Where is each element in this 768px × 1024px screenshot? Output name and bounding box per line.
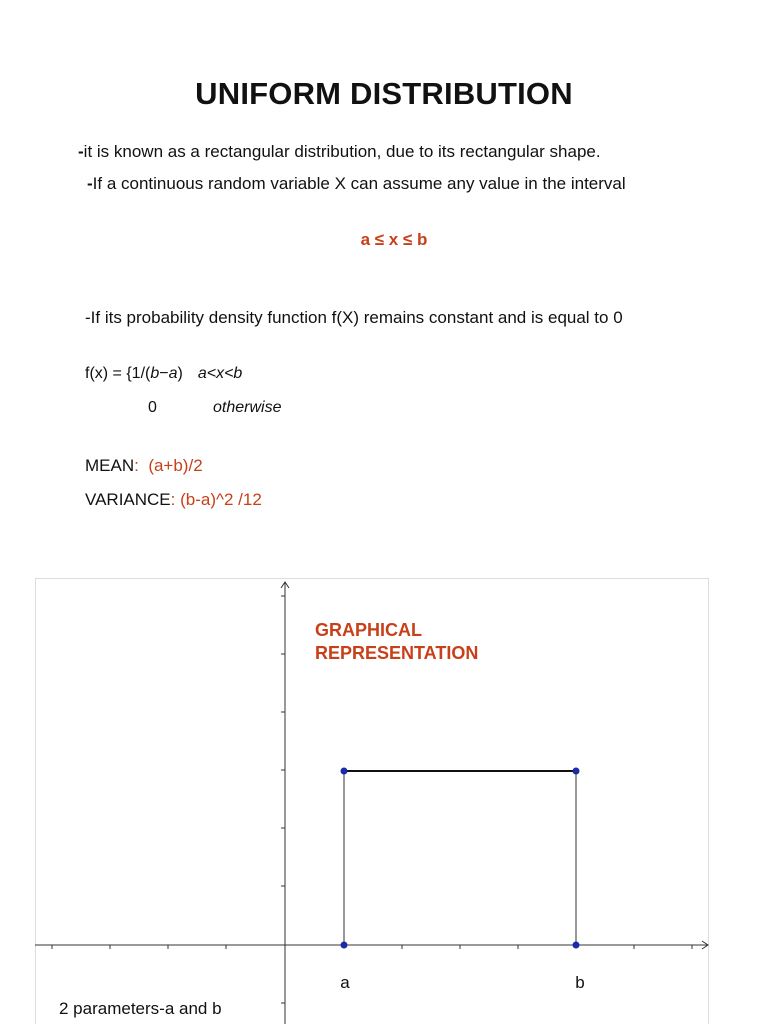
pdf-zero: 0 xyxy=(148,399,157,416)
point-a-axis xyxy=(341,942,348,949)
graph-heading-line1: GRAPHICAL xyxy=(315,620,422,640)
variance-line xyxy=(85,490,262,510)
paragraph-pdf: -If its probability density function f(X) remains constant and is equal to 0 xyxy=(85,308,623,327)
x-label-b: b xyxy=(575,973,585,992)
uniform-distribution-graph xyxy=(35,578,710,1024)
mean-label: MEAN xyxy=(85,456,135,475)
paragraph-continuous xyxy=(87,174,626,194)
pdf-b: b xyxy=(150,365,160,382)
paragraph-rectangular-text: it is known as a rectangular distribution, due to its rectangular shape. xyxy=(83,142,601,161)
x-label-a: a xyxy=(340,973,350,992)
x-axis-ticks xyxy=(52,945,692,949)
variance-value: : (b-a)^2 /12 xyxy=(170,490,262,509)
pdf-condition: a<x<b xyxy=(197,365,243,382)
y-axis-ticks xyxy=(281,596,285,1003)
bullet-dash: - xyxy=(78,142,84,161)
pdf-a: a xyxy=(168,365,178,382)
pdf-close: ) xyxy=(177,365,183,382)
paragraph-continuous-text: If a continuous random variable X can assume any value in the interval xyxy=(92,174,626,193)
mean-value: (a+b)/2 xyxy=(148,456,203,475)
pdf-minus: − xyxy=(159,365,169,382)
page-title: UNIFORM DISTRIBUTION xyxy=(195,76,573,111)
pdf-prefix: f(x) = {1/( xyxy=(85,365,151,382)
bullet-dash: - xyxy=(87,174,93,193)
point-b-axis xyxy=(573,942,580,949)
pdf-otherwise: otherwise xyxy=(213,399,282,416)
point-b-top xyxy=(573,768,580,775)
variance-label: VARIANCE xyxy=(85,490,171,509)
graph-caption: 2 parameters-a and b xyxy=(59,999,222,1018)
paragraph-rectangular xyxy=(78,142,601,162)
mean-line xyxy=(85,456,203,476)
pdf-formula xyxy=(85,365,242,383)
graph-heading-line2: REPRESENTATION xyxy=(315,643,479,663)
interval-expression: a ≤ x ≤ b xyxy=(360,230,428,249)
mean-colon: : xyxy=(134,456,139,475)
point-a-top xyxy=(341,768,348,775)
